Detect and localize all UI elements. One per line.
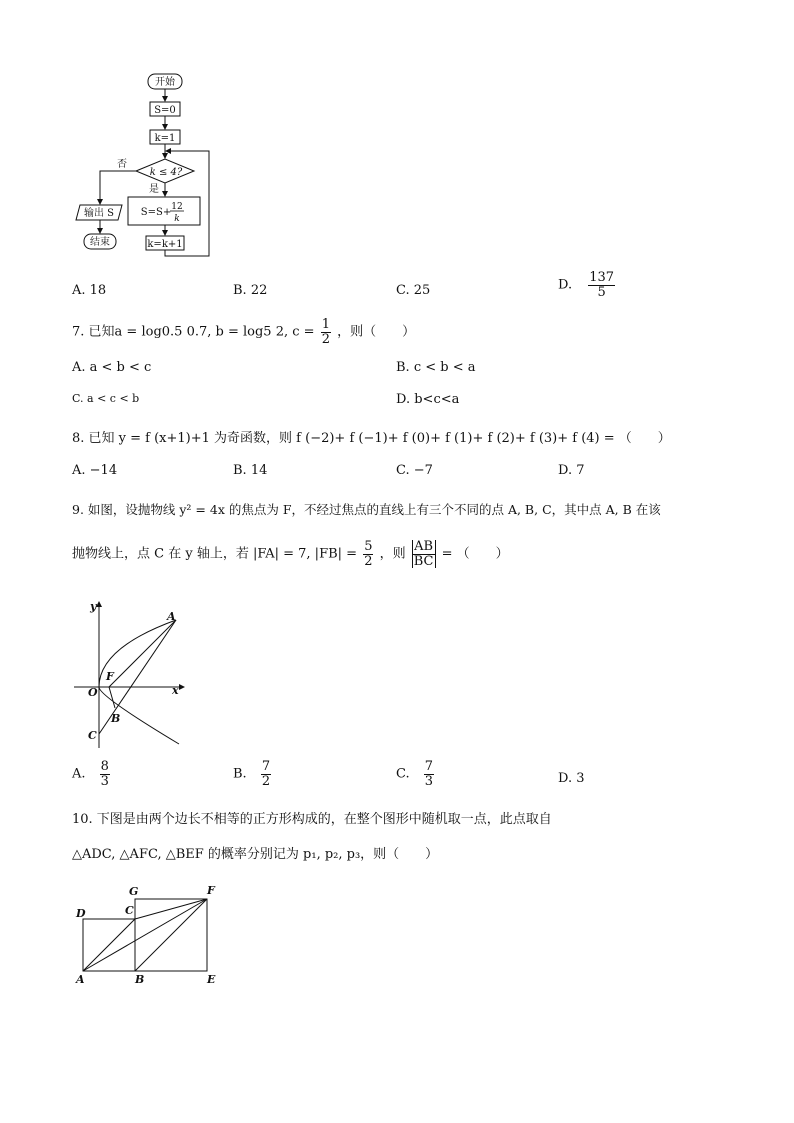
flow-no-label: 否 (117, 159, 127, 170)
flow-condition-label: k ≤ 4? (149, 167, 183, 178)
label-d: D (76, 907, 86, 920)
q9-stem-line2 (72, 540, 509, 568)
label-c: C (88, 729, 97, 742)
q10-stem-line1: 10. 下图是由两个边长不相等的正方形构成的，在整个图形中随机取一点，此点取自 (72, 812, 552, 827)
q7-frac-num: 1 (321, 317, 330, 332)
label-g: G (129, 885, 139, 898)
q9-line2-b: ，则 (379, 546, 406, 562)
label-x: x (172, 684, 179, 697)
q9-option-a-num: 8 (100, 759, 109, 774)
q9-line2-c: = （ ） (441, 546, 509, 562)
label-b: B (135, 973, 145, 986)
segment-fb (109, 687, 115, 708)
q8-option-b: B. 14 (233, 463, 268, 478)
q8-option-d: D. 7 (558, 463, 585, 478)
q8-option-a: A. −14 (72, 463, 118, 478)
q9-option-c-num: 7 (424, 759, 434, 774)
label-b: B (111, 712, 121, 725)
parabola-figure (72, 598, 187, 750)
flow-update-s-prefix: S=S+ (140, 207, 172, 218)
q9-option-c-label: C. (396, 766, 410, 782)
label-c: C (125, 904, 134, 917)
q7-option-a: A. a < b < c (72, 360, 152, 375)
q7-frac-den: 2 (321, 331, 330, 347)
q9-option-a (72, 760, 112, 788)
q6-option-d-num: 137 (589, 270, 615, 285)
q7-number: 7. (72, 324, 85, 340)
flow-init-k-label: k=1 (154, 133, 176, 144)
q7-tail: ，则（ ） (337, 324, 416, 340)
q9-option-a-den: 3 (100, 773, 109, 789)
label-a: A (76, 973, 85, 986)
q6-option-c: C. 25 (396, 283, 431, 298)
squares-figure (72, 880, 222, 988)
flow-init-s-label: S=0 (154, 105, 176, 116)
q9-frac-num: 5 (364, 539, 373, 554)
label-a: A (167, 610, 176, 623)
flow-end-label: 结束 (90, 237, 110, 248)
segment-fa (109, 620, 176, 687)
q10-stem-line2: △ADC, △AFC, △BEF 的概率分别记为 p₁, p₂, p₃，则（ ） (72, 847, 439, 862)
q8-stem: 8. 已知 y = f (x+1)+1 为奇函数，则 f (−2)+ f (−1)+ f (0)+ f (1)+ f (2)+ f (3)+ f (4) = （ ） (72, 431, 671, 446)
q9-option-d: D. 3 (558, 771, 585, 786)
q9-line2-a: 抛物线上，点 C 在 y 轴上，若 |FA| = 7, |FB| = (72, 546, 358, 562)
q6-option-a: A. 18 (72, 283, 107, 298)
q7-option-b: B. c < b < a (396, 360, 476, 375)
segment-cf (135, 899, 207, 919)
flow-yes-label: 是 (149, 184, 159, 195)
q7-stem (72, 318, 415, 346)
q9-stem-line1: 9. 如图，设抛物线 y² = 4x 的焦点为 F，不经过焦点的直线上有三个不同的点 A, B, C，其中点 A, B 在该 (72, 502, 661, 517)
label-y: y (90, 600, 97, 613)
q9-option-b-label: B. (233, 766, 247, 782)
q9-option-a-label: A. (72, 766, 86, 782)
label-f: F (106, 670, 114, 683)
q7-text: 已知a = log0.5 0.7, b = log5 2, c = (88, 324, 315, 340)
q6-option-b: B. 22 (233, 283, 268, 298)
flow-start-label: 开始 (155, 77, 175, 88)
q6-option-d (558, 271, 617, 299)
q9-ratio-den: BC (413, 553, 434, 569)
q9-option-c-den: 3 (424, 773, 434, 789)
q9-ratio-num: AB (412, 540, 436, 555)
q7-option-d: D. b<c<a (396, 392, 460, 407)
q9-option-b-den: 2 (261, 773, 271, 789)
flow-update-s-den: k (174, 214, 180, 224)
q7-option-c: C. a < c < b (72, 392, 140, 405)
q9-option-b-num: 7 (261, 759, 271, 774)
flow-update-k-label: k=k+1 (147, 239, 183, 250)
q9-frac-den: 2 (364, 553, 373, 569)
flowchart (70, 70, 230, 262)
flow-update-s-num: 12 (171, 202, 183, 212)
label-f: F (207, 884, 215, 897)
q9-option-c (396, 760, 436, 788)
label-e: E (207, 973, 216, 986)
q6-option-d-den: 5 (597, 284, 606, 300)
q8-option-c: C. −7 (396, 463, 433, 478)
q9-option-b (233, 760, 273, 788)
q6-option-d-label: D. (558, 277, 573, 293)
label-o: O (88, 686, 98, 699)
flow-output-label: 输出 S (83, 208, 115, 219)
segment-af (83, 899, 207, 971)
